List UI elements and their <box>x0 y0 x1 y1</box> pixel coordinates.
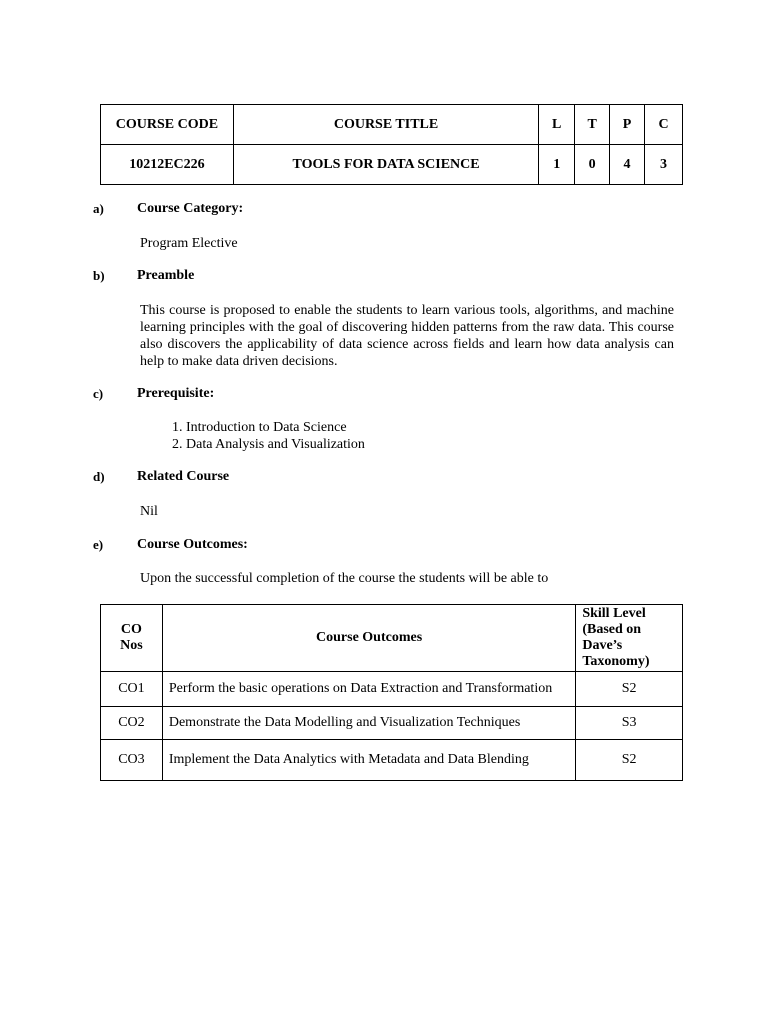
list-item: 1. Introduction to Data Science <box>186 419 365 436</box>
outcomes-header-row <box>101 605 683 672</box>
skill-level-header: Skill Level (Based on Dave’s Taxonomy) <box>576 605 683 672</box>
course-title-value: TOOLS FOR DATA SCIENCE <box>233 145 538 185</box>
section-title: Preamble <box>137 268 195 283</box>
list-item: 2. Data Analysis and Visualization <box>186 436 365 453</box>
section-letter: d) <box>93 469 105 484</box>
table-row <box>101 740 683 781</box>
table-row <box>101 707 683 740</box>
tutorial-header: T <box>575 105 610 145</box>
co-number: CO3 <box>101 740 163 781</box>
prerequisite-list <box>140 419 365 453</box>
course-title-header: COURSE TITLE <box>233 105 538 145</box>
table-row <box>101 672 683 707</box>
tutorial-value: 0 <box>575 145 610 185</box>
course-code-header: COURSE CODE <box>101 105 234 145</box>
section-letter: e) <box>93 537 104 552</box>
skill-level: S2 <box>576 672 683 707</box>
course-info-table <box>100 104 683 185</box>
course-outcomes-header: Course Outcomes <box>162 605 575 672</box>
co-number: CO2 <box>101 707 163 740</box>
outcome-text: Demonstrate the Data Modelling and Visualization Techniques <box>162 707 575 740</box>
practical-value: 4 <box>610 145 645 185</box>
credits-value: 3 <box>645 145 683 185</box>
course-outcomes-intro: Upon the successful completion of the course the students will be able to <box>140 571 549 586</box>
course-category-text: Program Elective <box>140 236 238 251</box>
related-course-text: Nil <box>140 504 158 519</box>
course-table-header-row <box>101 105 683 145</box>
section-title: Course Outcomes: <box>137 537 248 552</box>
section-letter: a) <box>93 201 104 216</box>
skill-level: S2 <box>576 740 683 781</box>
outcome-text: Implement the Data Analytics with Metadata and Data Blending <box>162 740 575 781</box>
preamble-text: This course is proposed to enable the students to learn various tools, algorithms, and machine learning principles with the goal of discovering hidden patterns from the raw data. This course also discovers the applicability of data science across fields and learn how data analysis can help to make data driven decisions. <box>140 303 674 369</box>
course-outcomes-table <box>100 604 683 781</box>
section-title: Related Course <box>137 469 230 484</box>
course-code-value: 10212EC226 <box>101 145 234 185</box>
practical-header: P <box>610 105 645 145</box>
lecture-header: L <box>539 105 575 145</box>
section-title: Course Category: <box>137 201 244 216</box>
section-letter: c) <box>93 386 104 401</box>
course-table-value-row <box>101 145 683 185</box>
credits-header: C <box>645 105 683 145</box>
skill-level: S3 <box>576 707 683 740</box>
co-number: CO1 <box>101 672 163 707</box>
section-letter: b) <box>93 268 105 283</box>
outcome-text: Perform the basic operations on Data Extraction and Transformation <box>162 672 575 707</box>
lecture-value: 1 <box>539 145 575 185</box>
section-title: Prerequisite: <box>137 386 215 401</box>
co-nos-header: CO Nos <box>101 605 163 672</box>
